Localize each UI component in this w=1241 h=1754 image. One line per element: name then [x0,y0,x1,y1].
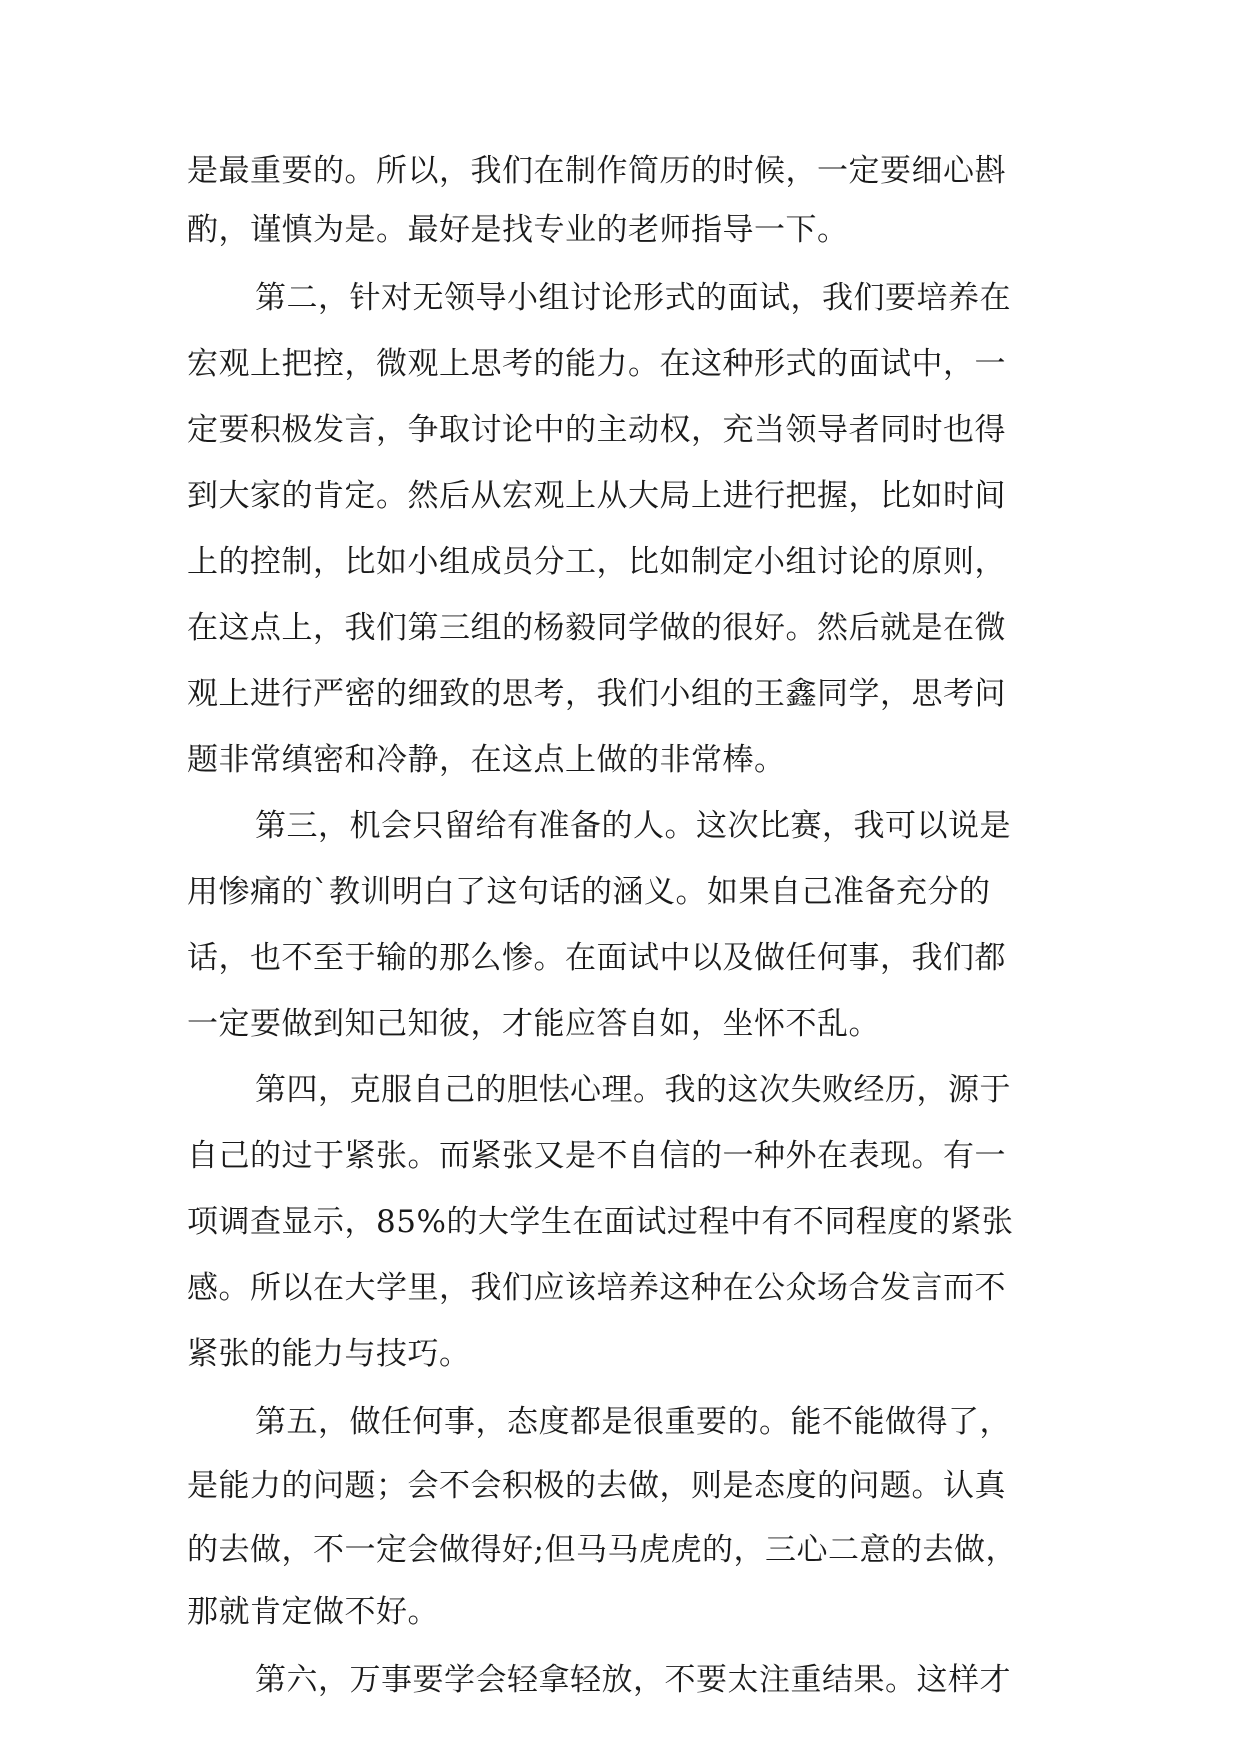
text-line: 话，也不至于输的那么惨。在面试中以及做任何事，我们都 [187,940,1006,976]
text-line: 的去做，不一定会做得好;但马马虎虎的，三心二意的去做， [187,1532,1017,1568]
text-line: 酌，谨慎为是。最好是找专业的老师指导一下。 [187,212,849,248]
text-line: 紧张的能力与技巧。 [187,1336,471,1372]
text-line: 用惨痛的`教训明白了这句话的涵义。如果自己准备充分的 [187,874,991,910]
text-line: 感。所以在大学里，我们应该培养这种在公众场合发言而不 [187,1270,1006,1306]
paragraph-first-line: 第二，针对无领导小组讨论形式的面试，我们要培养在 [255,280,1011,316]
text-line: 是最重要的。所以，我们在制作简历的时候，一定要细心斟 [187,153,1006,189]
paragraph-first-line: 第三，机会只留给有准备的人。这次比赛，我可以说是 [255,808,1011,844]
paragraph-first-line: 第六，万事要学会轻拿轻放，不要太注重结果。这样才 [255,1662,1011,1698]
text-line: 定要积极发言，争取讨论中的主动权，充当领导者同时也得 [187,412,1006,448]
text-line: 宏观上把控，微观上思考的能力。在这种形式的面试中，一 [187,346,1006,382]
text-line: 是能力的问题；会不会积极的去做，则是态度的问题。认真 [187,1468,1006,1504]
text-line: 观上进行严密的细致的思考，我们小组的王鑫同学，思考问 [187,676,1006,712]
text-line: 自己的过于紧张。而紧张又是不自信的一种外在表现。有一 [187,1138,1006,1174]
text-line: 题非常缜密和冷静，在这点上做的非常棒。 [187,742,786,778]
paragraph-first-line: 第五，做任何事，态度都是很重要的。能不能做得了， [255,1404,1011,1440]
text-line: 项调查显示，85%的大学生在面试过程中有不同程度的紧张 [187,1204,1014,1240]
text-line: 上的控制，比如小组成员分工，比如制定小组讨论的原则， [187,544,1006,580]
text-line: 到大家的肯定。然后从宏观上从大局上进行把握，比如时间 [187,478,1006,514]
paragraph-first-line: 第四，克服自己的胆怯心理。我的这次失败经历，源于 [255,1072,1011,1108]
text-line: 一定要做到知己知彼，才能应答自如，坐怀不乱。 [187,1006,880,1042]
text-line: 那就肯定做不好。 [187,1594,439,1630]
text-line: 在这点上，我们第三组的杨毅同学做的很好。然后就是在微 [187,610,1006,646]
